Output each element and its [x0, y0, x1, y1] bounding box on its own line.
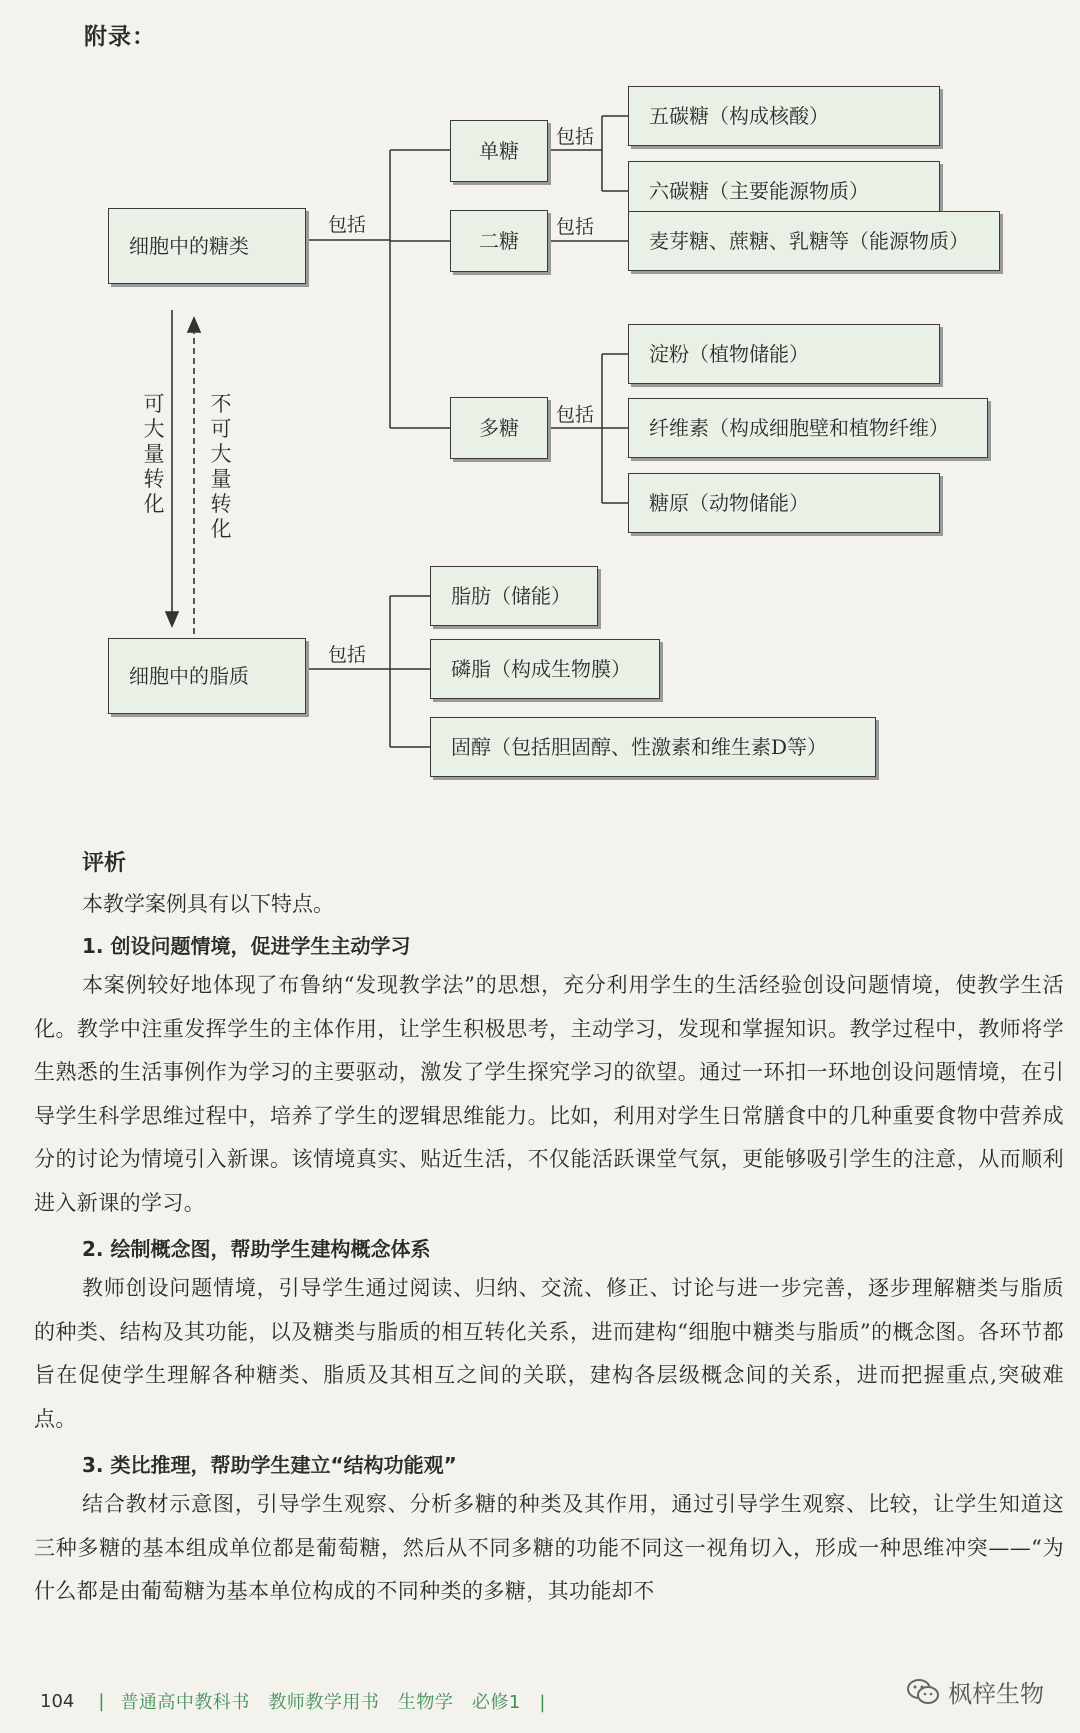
node-fat: 脂肪（储能）	[430, 566, 598, 626]
node-monosaccharide: 单糖	[450, 120, 548, 182]
point-2-body: 教师创设问题情境，引导学生通过阅读、归纳、交流、修正、讨论与进一步完善，逐步理解糖类与脂质的种类、结构及其功能，以及糖类与脂质的相互转化关系，进而建构“细胞中糖类与脂质”的概念图。各环节都旨在促使学生理解各种糖类、脂质及其相互之间的关联，建构各层级概念间的关系，进而把握重点,突破难点。	[34, 1276, 1064, 1431]
appendix-title: 附录：	[84, 23, 156, 50]
wechat-icon	[906, 1678, 940, 1706]
page-number: 104	[40, 1690, 75, 1712]
node-lipids: 细胞中的脂质	[108, 638, 306, 714]
analysis-section	[34, 846, 1064, 1614]
point-1-title: 1. 创设问题情境，促进学生主动学习	[82, 934, 411, 958]
node-disaccharide-examples: 麦芽糖、蔗糖、乳糖等（能源物质）	[628, 211, 1000, 271]
edge-label-sugars: 包括	[328, 214, 367, 236]
node-cellulose: 纤维素（构成细胞壁和植物纤维）	[628, 398, 988, 458]
node-starch: 淀粉（植物储能）	[628, 324, 940, 384]
edge-label-polysaccharide: 包括	[556, 404, 595, 426]
label-convertible: 可大量转化	[143, 392, 165, 516]
point-3-body: 结合教材示意图，引导学生观察、分析多糖的种类及其作用，通过引导学生观察、比较，让学生知道这三种多糖的基本组成单位都是葡萄糖，然后从不同多糖的功能不同这一视角切入，形成一种思维冲突——“为什么都是由葡萄糖为基本单位构成的不同种类的多糖，其功能却不	[34, 1492, 1064, 1603]
watermark-text: 枫梓生物	[948, 1680, 1044, 1708]
analysis-intro: 本教学案例具有以下特点。	[82, 892, 334, 916]
point-1-body: 本案例较好地体现了布鲁纳“发现教学法”的思想，充分利用学生的生活经验创设问题情境，使教学生活化。教学中注重发挥学生的主体作用，让学生积极思考，主动学习，发现和掌握知识。教学过程中，教师将学生熟悉的生活事例作为学习的主要驱动，激发了学生探究学习的欲望。通过一环扣一环地创设问题情境，在引导学生科学思维过程中，培养了学生的逻辑思维能力。比如，利用对学生日常膳食中的几种重要食物中营养成分的讨论为情境引入新课。该情境真实、贴近生活，不仅能活跃课堂气氛，更能够吸引学生的注意，从而顺利进入新课的学习。	[34, 973, 1064, 1215]
point-3-title: 3. 类比推理，帮助学生建立“结构功能观”	[82, 1453, 457, 1477]
arrow-convertible-head	[166, 612, 178, 626]
node-sugars: 细胞中的糖类	[108, 208, 306, 284]
node-polysaccharide: 多糖	[450, 397, 548, 459]
edge-label-disaccharide: 包括	[556, 216, 595, 238]
watermark	[906, 1674, 1044, 1709]
analysis-heading: 评析	[82, 850, 127, 876]
footer-separator: |	[98, 1690, 105, 1712]
node-phospholipid: 磷脂（构成生物膜）	[430, 639, 660, 699]
footer-book-title: 普通高中教科书 教师教学用书 生物学 必修1 |	[120, 1692, 546, 1713]
node-pentose: 五碳糖（构成核酸）	[628, 86, 940, 146]
arrow-not-convertible-head	[188, 318, 200, 332]
label-not-convertible: 不可大量转化	[210, 392, 232, 541]
node-glycogen: 糖原（动物储能）	[628, 473, 940, 533]
node-hexose: 六碳糖（主要能源物质）	[628, 161, 940, 221]
edge-label-lipids: 包括	[328, 644, 367, 666]
concept-map	[0, 60, 1080, 800]
edge-label-monosaccharide: 包括	[556, 126, 595, 148]
page-footer	[40, 1686, 1040, 1716]
point-2-title: 2. 绘制概念图，帮助学生建构概念体系	[82, 1237, 431, 1261]
node-sterol: 固醇（包括胆固醇、性激素和维生素D等）	[430, 717, 876, 777]
node-disaccharide: 二糖	[450, 210, 548, 272]
